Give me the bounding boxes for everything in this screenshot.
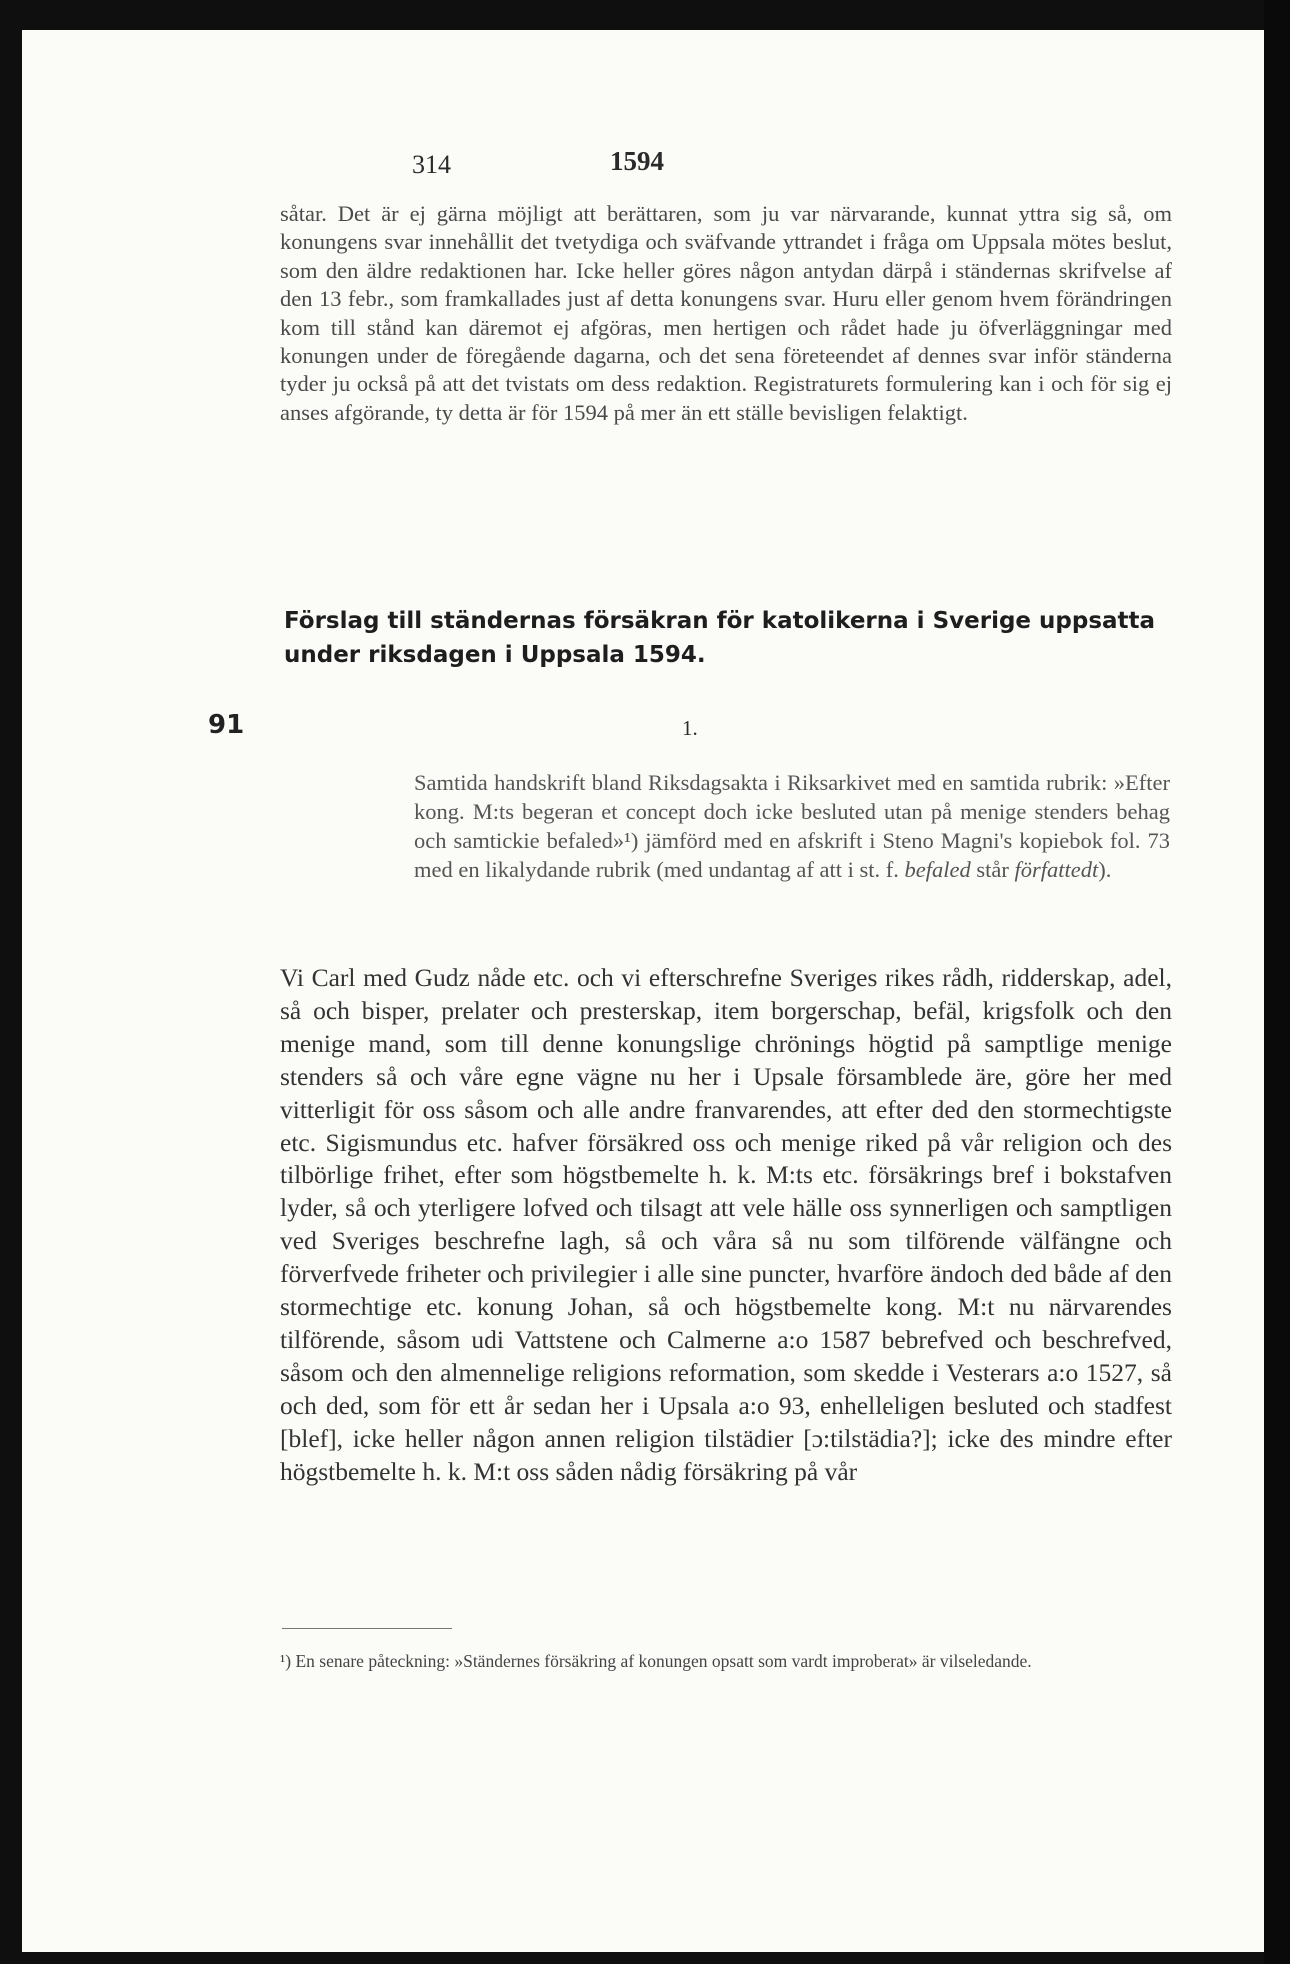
document-number: 91: [208, 710, 245, 740]
page-number: 314: [412, 150, 451, 179]
source-note-text: Samtida handskrift bland Riksdagsakta i Riksarkivet med en samtida rubrik: »Efter kong. M:ts begeran et concept doch icke besluted utan på menige stenders behag och samtickie befaled»¹) jämförd med en afskrift i Steno Magni's kopiebok fol. 73 med en likalydande rubrik (med undantag af att i st. f.: [414, 770, 1170, 882]
source-note-italic-end: författedt: [1014, 857, 1099, 882]
source-note-closing: ).: [1098, 857, 1112, 882]
source-note: [414, 768, 1170, 884]
scan-edge: [1264, 0, 1290, 1964]
main-text: Vi Carl med Gudz nåde etc. och vi efterschrefne Sveriges rikes rådh, ridderskap, adel, så och bisper, prelater och presterskap, item borgerschap, befäl, krigsfolk och den menige mand, som till denne konungslige chrönings högtid på samptlige menige stenders så och våre egne vägne nu her i Upsale församblede äre, göre her med vitterligit för oss såsom och alle andre franvarendes, att efter ded den stormechtigste etc. Sigismundus etc. hafver försäkred oss och menige riked på vår religion och des tilbörlige frihet, efter som högstbemelte h. k. M:ts etc. försäkrings bref i bokstafven lyder, så och yterligere lofved och tilsagt att vele hälle oss synnerligen och samptligen ved Sveriges beschrefne lagh, så och våra så nu som tilförende välfängne och förverfvede friheter och privilegier i alle sine puncter, hvarföre ändoch ded både af den stormechtige etc. konung Johan, så och högstbemelte kong. M:t nu närvarendes tilförende, såsom udi Vattstene och Calmerne a:o 1587 bebrefved och beschrefved, såsom och den almennelige religions reformation, som skedde i Vesterars a:o 1527, så och ded, som för ett år sedan her i Upsala a:o 93, enhelleligen besluted och stadfest [blef], icke heller någon annen religion tilstädier [ɔ:tilstädia?]; icke des mindre efter högstbemelte h. k. M:t oss såden nådig försäkring på vår: [280, 963, 1172, 1486]
footnote: ¹) En senare påteckning: »Ständernes försäkring af konungen opsatt som vardt improberat» är vilseledande.: [280, 1651, 1032, 1671]
footnote-rule: [282, 1628, 452, 1629]
section-title: Förslag till ständernas försäkran för katolikerna i Sverige uppsatta under riksdagen i Uppsala 1594.: [284, 608, 1156, 668]
page-header-year: 1594: [610, 146, 664, 176]
source-note-italic: befaled: [904, 857, 971, 882]
intro-paragraph: såtar. Det är ej gärna möjligt att berättaren, som ju var närvarande, kunnat yttra sig så, om konungens svar innehållit det tvetydiga och sväfvande yttrandet i fråga om Uppsala mötes beslut, som den äldre redaktionen har. Icke heller göres någon antydan därpå i ständernas skrifvelse af den 13 febr., som framkallades just af detta konungens svar. Huru eller genom hvem förändringen kom till stånd kan däremot ej afgöras, men hertigen och rådet hade ju öfverläggningar med konungen under de föregående dagarna, och det sena företeendet af dennes svar inför ständerna tyder ju också på att det tvistats om dess redaktion. Registraturets formulering kan i och för sig ej anses afgörande, ty detta är för 1594 på mer än ett ställe bevisligen felaktigt.: [280, 201, 1172, 425]
source-note-text-after: står: [976, 857, 1009, 882]
sub-number: 1.: [682, 716, 698, 740]
